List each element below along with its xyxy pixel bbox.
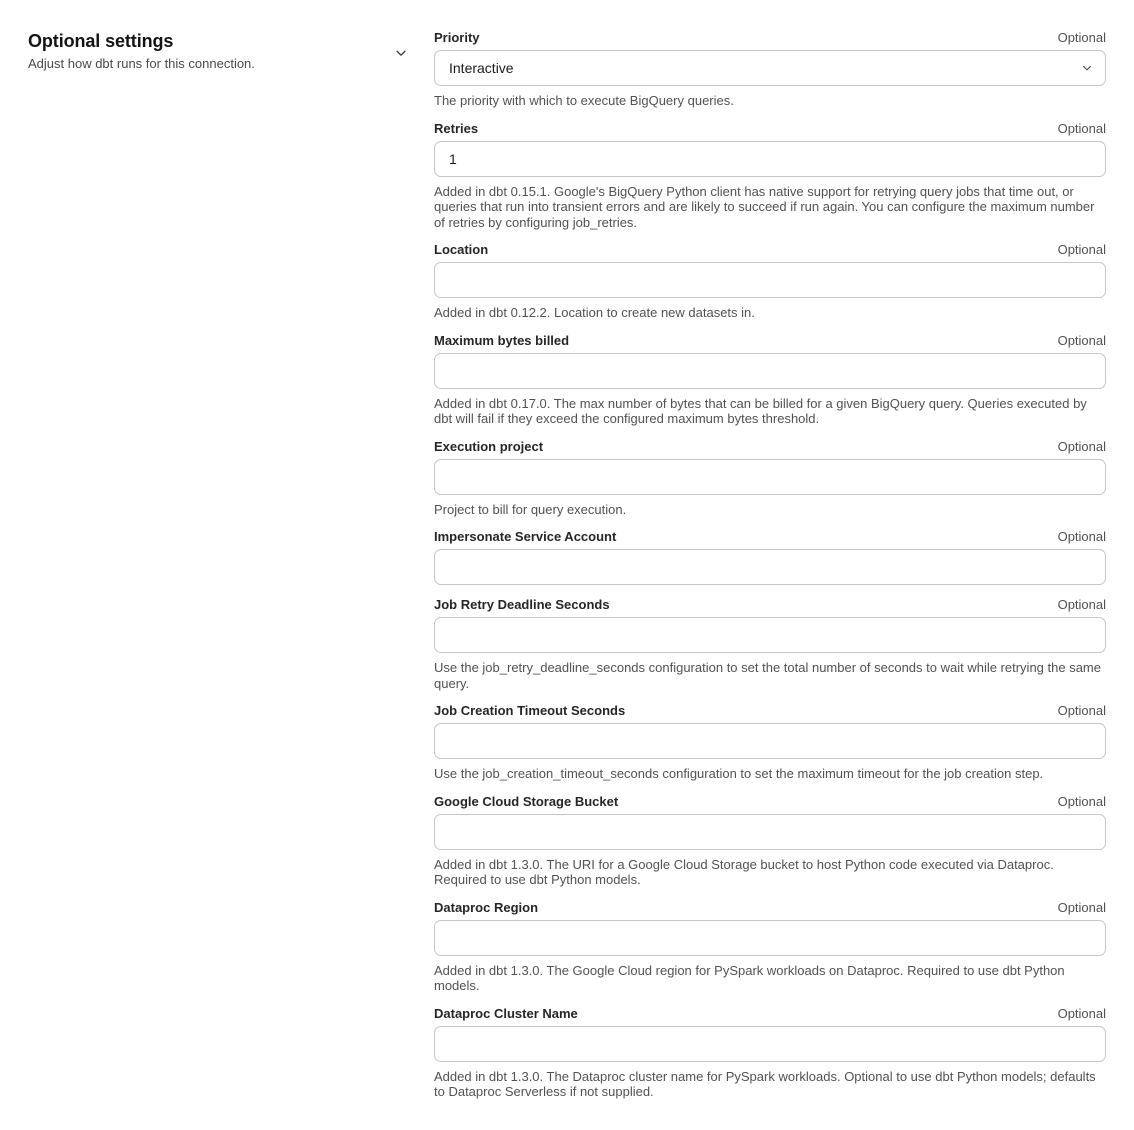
field-control — [434, 723, 1106, 759]
field-help-text: Added in dbt 1.3.0. The URI for a Google Cloud Storage bucket to host Python code executed via Dataproc. Required to use dbt Python models. — [434, 856, 1054, 887]
field-control — [434, 353, 1106, 389]
field-row — [434, 900, 1106, 994]
field-label: Priority — [434, 30, 480, 45]
field-control — [434, 459, 1106, 495]
field-control — [434, 814, 1106, 850]
field-help-text: Use the job_retry_deadline_seconds configuration to set the total number of seconds to wait while retrying the same query. — [434, 660, 1101, 691]
field-header — [434, 597, 1106, 613]
field-header — [434, 333, 1106, 349]
field-control — [434, 50, 1106, 86]
field-label: Impersonate Service Account — [434, 529, 617, 544]
field-help-text: Added in dbt 1.3.0. The Dataproc cluster name for PySpark workloads. Optional to use dbt Python models; defaults to Dataproc Serverless if not supplied. — [434, 1068, 1096, 1099]
field-label: Job Retry Deadline Seconds — [434, 597, 610, 612]
field-row — [434, 794, 1106, 888]
field-help-text: Project to bill for query execution. — [434, 501, 627, 517]
field-control — [434, 141, 1106, 177]
field-header — [434, 242, 1106, 258]
field-header — [434, 900, 1106, 916]
location-input[interactable] — [434, 262, 1106, 298]
section-title: Optional settings — [28, 31, 174, 51]
optional-badge: Optional — [1057, 120, 1106, 136]
field-help-text: Added in dbt 0.15.1. Google's BigQuery Python client has native support for retrying query jobs that time out, or queries that run into transient errors and are likely to succeed if run again. You can configure the maximum number of retries by configuring job_retries. — [434, 183, 1095, 230]
section-header-text — [28, 30, 255, 72]
field-control — [434, 262, 1106, 298]
optional-badge: Optional — [1057, 30, 1106, 45]
google-cloud-storage-bucket-input[interactable] — [434, 814, 1106, 850]
optional-badge: Optional — [1057, 438, 1106, 454]
field-header — [434, 121, 1106, 137]
field-label: Google Cloud Storage Bucket — [434, 793, 619, 809]
field-label: Dataproc Cluster Name — [434, 1005, 578, 1021]
impersonate-service-account-input[interactable] — [434, 549, 1106, 585]
field-header — [434, 439, 1106, 455]
field-header — [434, 1006, 1106, 1022]
field-header — [434, 703, 1106, 719]
field-help-text: Use the job_creation_timeout_seconds configuration to set the maximum timeout for the job creation step. — [434, 766, 1044, 781]
field-control — [434, 920, 1106, 956]
optional-badge: Optional — [1057, 793, 1106, 809]
dataproc-region-input[interactable] — [434, 920, 1106, 956]
field-label: Dataproc Region — [434, 899, 539, 915]
field-row — [434, 242, 1106, 321]
field-label: Execution project — [434, 438, 544, 454]
dataproc-cluster-name-input[interactable] — [434, 1026, 1106, 1062]
section-subtitle: Adjust how dbt runs for this connection. — [28, 56, 255, 71]
optional-badge: Optional — [1057, 1005, 1106, 1021]
job-creation-timeout-seconds-input[interactable] — [434, 723, 1106, 759]
optional-badge: Optional — [1057, 242, 1106, 257]
fields-list — [434, 30, 1106, 1112]
field-label: Job Creation Timeout Seconds — [434, 703, 626, 718]
field-help-text: Added in dbt 0.12.2. Location to create new datasets in. — [434, 305, 755, 320]
field-control — [434, 617, 1106, 653]
field-label: Maximum bytes billed — [434, 332, 570, 348]
field-header — [434, 30, 1106, 46]
field-row — [434, 30, 1106, 109]
field-row — [434, 597, 1106, 691]
optional-badge: Optional — [1057, 703, 1106, 718]
job-retry-deadline-seconds-input[interactable] — [434, 617, 1106, 653]
execution-project-input[interactable] — [434, 459, 1106, 495]
field-control — [434, 549, 1106, 585]
field-control — [434, 1026, 1106, 1062]
field-row — [434, 703, 1106, 782]
field-row — [434, 333, 1106, 427]
field-row — [434, 529, 1106, 585]
field-row — [434, 1006, 1106, 1100]
field-label: Retries — [434, 120, 479, 136]
field-help-text: The priority with which to execute BigQuery queries. — [434, 93, 734, 108]
retries-input[interactable] — [434, 141, 1106, 177]
section-header — [28, 30, 410, 1112]
field-header — [434, 794, 1106, 810]
field-label: Location — [434, 242, 489, 257]
field-help-text: Added in dbt 1.3.0. The Google Cloud region for PySpark workloads on Dataproc. Required to use dbt Python models. — [434, 962, 1065, 993]
optional-badge: Optional — [1057, 332, 1106, 348]
field-row — [434, 439, 1106, 518]
priority-select[interactable] — [434, 50, 1106, 86]
optional-badge: Optional — [1057, 529, 1106, 544]
field-header — [434, 529, 1106, 545]
maximum-bytes-billed-input[interactable] — [434, 353, 1106, 389]
field-help-text: Added in dbt 0.17.0. The max number of bytes that can be billed for a given BigQuery query. Queries executed by dbt will fail if they exceed the configured maximum bytes threshold. — [434, 395, 1087, 426]
chevron-down-icon — [394, 48, 408, 63]
optional-badge: Optional — [1057, 597, 1106, 612]
section-collapse-button[interactable] — [392, 44, 410, 62]
field-row — [434, 121, 1106, 231]
optional-badge: Optional — [1057, 899, 1106, 915]
